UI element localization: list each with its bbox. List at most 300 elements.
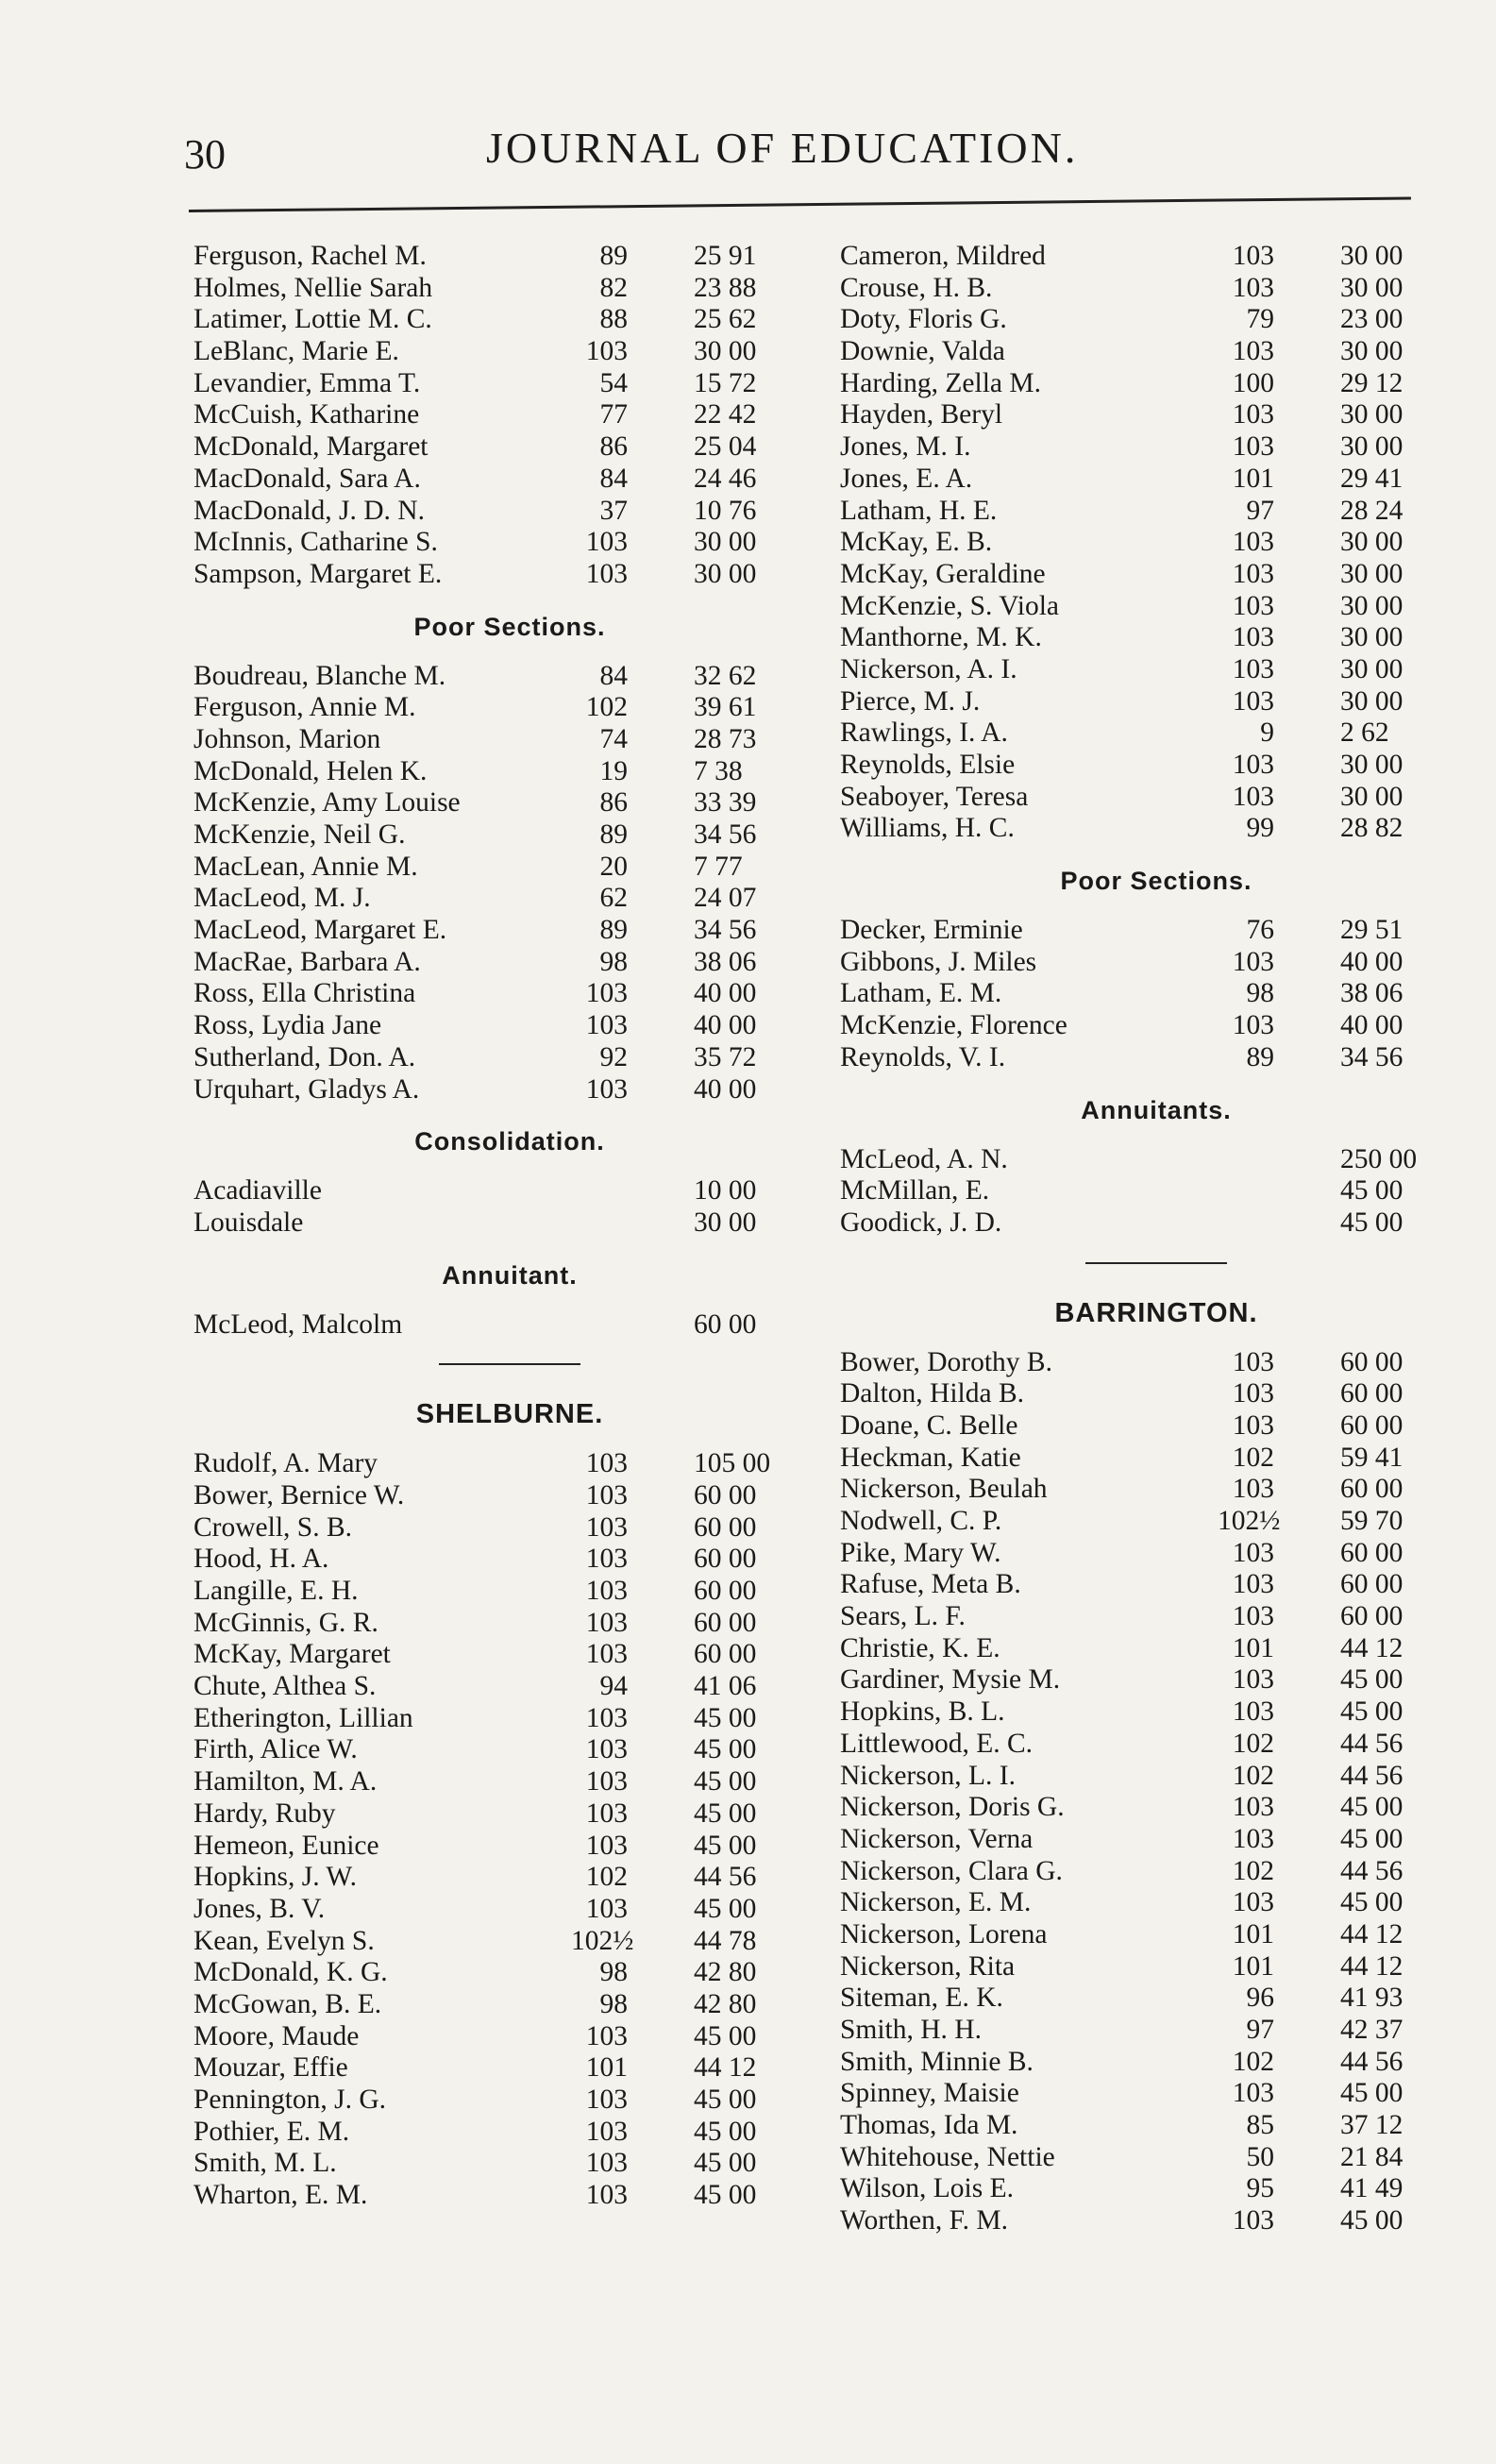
list-entry [193,1831,826,1863]
entry-days: 103 [1232,1601,1274,1632]
entry-amount: 60 00 [1340,1537,1404,1568]
entry-days: 102 [1232,2046,1274,2077]
list-entry [840,1856,1472,1888]
entry-amount: 45 00 [1340,1887,1404,1918]
entry-name: Nickerson, Clara G. [840,1855,1063,1886]
entry-days: 101 [1232,1632,1274,1663]
entry-days: 88 [599,304,628,335]
entry-days: 84 [599,463,628,494]
entry-days: 19 [599,755,628,786]
entry-days: 103 [1232,1409,1274,1441]
list-entry [840,559,1472,591]
entry-amount: 60 00 [1340,1569,1404,1600]
list-entry [840,750,1472,782]
entry-amount: 105 00 [694,1448,771,1479]
left-column [193,241,826,2212]
entry-name: Doane, C. Belle [840,1409,1018,1441]
entry-name: Ferguson, Rachel M. [193,241,427,271]
entry-name: MacRae, Barbara A. [193,946,421,977]
entry-name: Siteman, E. K. [840,1983,1003,2014]
entry-amount: 60 00 [1340,1601,1404,1632]
list-entry [840,464,1472,496]
entry-amount: 45 00 [1340,1696,1404,1728]
entry-days: 103 [585,2148,628,2179]
entry-amount: 45 00 [694,1702,757,1733]
entry-amount: 30 00 [1340,590,1404,621]
entry-name: Spinney, Maisie [840,2078,1019,2109]
entry-days: 102½ [1218,1506,1281,1536]
entry-name: Hemeon, Eunice [193,1830,379,1861]
entry-name: Hardy, Ruby [193,1797,336,1829]
entry-name: Wharton, E. M. [193,2180,368,2211]
entry-name: Nickerson, A. I. [840,653,1017,684]
entry-days: 103 [585,1607,628,1638]
entry-days: 98 [599,1957,628,1988]
list-entry [840,1474,1472,1506]
entry-days: 103 [1232,272,1274,303]
entry-name: Nodwell, C. P. [840,1506,1002,1536]
entry-amount: 22 42 [694,399,757,430]
entry-name: Jones, E. A. [840,463,973,494]
list-entry [840,1919,1472,1951]
entry-amount: 29 12 [1340,367,1404,398]
entry-days: 77 [599,399,628,430]
entry-name: Sears, L. F. [840,1601,966,1632]
entry-name: McKenzie, Neil G. [193,819,406,850]
entry-amount: 38 06 [694,946,757,977]
entry-name: Acadiaville [193,1175,322,1207]
entry-amount: 59 70 [1340,1506,1404,1536]
entry-days: 103 [585,1702,628,1733]
entry-name: Rawlings, I. A. [840,717,1008,749]
entry-amount: 30 00 [694,558,757,589]
entry-days: 103 [585,527,628,558]
entry-amount: 15 72 [694,367,757,398]
list-entry [193,273,826,305]
list-entry [840,1538,1472,1570]
entry-name: Rudolf, A. Mary [193,1448,378,1479]
entry-name: McKenzie, S. Viola [840,590,1059,621]
list-entry [840,1175,1472,1207]
entry-name: Goodick, J. D. [840,1207,1002,1238]
entry-days: 89 [1246,1041,1274,1072]
list-entry [840,431,1472,464]
list-entry [840,527,1472,559]
entry-days: 103 [585,1073,628,1105]
entry-name: Ross, Ella Christina [193,978,416,1009]
entry-name: Hood, H. A. [193,1544,329,1575]
entry-name: McGowan, B. E. [193,1988,382,2019]
entry-days: 101 [585,2052,628,2084]
entry-name: LeBlanc, Marie E. [193,336,399,367]
entry-amount: 44 56 [1340,2046,1404,2077]
list-entry [840,686,1472,718]
entry-name: Langille, E. H. [193,1576,359,1606]
list-entry [193,2021,826,2053]
entry-amount: 28 82 [1340,813,1404,844]
list-entry [840,2205,1472,2237]
list-entry [193,756,826,788]
entry-days: 37 [599,495,628,526]
right-column [840,241,1472,2237]
list-entry [840,304,1472,336]
entry-amount: 7 38 [694,755,743,786]
journal-title: JOURNAL OF EDUCATION. [486,124,1079,172]
entry-days: 102 [1232,1760,1274,1791]
entry-amount: 10 76 [694,495,757,526]
list-entry [840,2173,1472,2205]
entry-amount: 60 00 [694,1576,757,1606]
entry-days: 103 [1232,781,1274,812]
entry-amount: 60 00 [694,1639,757,1670]
list-entry [840,2110,1472,2142]
entry-days: 101 [1232,1918,1274,1949]
entry-days: 103 [1232,590,1274,621]
entry-days: 103 [585,1448,628,1479]
entry-amount: 45 00 [694,1797,757,1829]
entry-name: Williams, H. C. [840,813,1015,844]
entry-days: 95 [1246,2173,1274,2204]
list-entry [193,852,826,884]
entry-days: 103 [585,1734,628,1765]
entry-name: Gardiner, Mysie M. [840,1664,1061,1696]
entry-name: Louisdale [193,1207,304,1238]
entry-amount: 30 00 [1340,750,1404,780]
entry-name: Pothier, E. M. [193,2116,350,2147]
entry-days: 103 [1232,1537,1274,1568]
section-divider [1085,1262,1227,1264]
entry-days: 102½ [571,1925,634,1956]
entry-name: Dalton, Hilda B. [840,1378,1025,1409]
list-entry [193,1894,826,1926]
entry-amount: 30 00 [1340,399,1404,430]
entry-amount: 45 00 [1340,2205,1404,2236]
entry-amount: 2 62 [1340,717,1389,749]
entry-amount: 250 00 [1340,1143,1418,1174]
entry-days: 103 [1232,1010,1274,1041]
entry-amount: 30 00 [1340,527,1404,558]
entry-days: 103 [585,2116,628,2147]
entry-amount: 44 12 [1340,1918,1404,1949]
entry-amount: 40 00 [694,978,757,1009]
list-entry [193,304,826,336]
entry-days: 103 [1232,1474,1274,1505]
entry-days: 97 [1246,2015,1274,2045]
list-entry [840,813,1472,845]
entry-days: 103 [1232,1792,1274,1823]
entry-days: 103 [1232,685,1274,717]
entry-name: Nickerson, Beulah [840,1474,1048,1505]
entry-days: 82 [599,272,628,303]
entry-days: 84 [599,660,628,691]
entry-amount: 23 88 [694,272,757,303]
list-entry [193,819,826,852]
entry-amount: 45 00 [1340,1823,1404,1854]
section-heading: Annuitant. [442,1260,578,1290]
list-entry [193,241,826,273]
entry-name: Latimer, Lottie M. C. [193,304,432,335]
page-header [184,123,1411,189]
list-entry [193,527,826,559]
entry-days: 103 [1232,946,1274,977]
section-heading: Annuitants. [1081,1095,1232,1124]
entry-days: 103 [585,2180,628,2211]
entry-amount: 40 00 [1340,946,1404,977]
list-entry [193,431,826,464]
entry-name: McLeod, A. N. [840,1143,1008,1174]
entry-days: 103 [585,1576,628,1606]
entry-amount: 60 00 [1340,1474,1404,1505]
entry-amount: 41 93 [1340,1983,1404,2014]
entry-days: 103 [585,2084,628,2115]
list-entry [840,591,1472,623]
entry-amount: 25 04 [694,431,757,463]
entry-days: 103 [1232,622,1274,653]
list-entry [193,1766,826,1798]
entry-name: McDonald, K. G. [193,1957,388,1988]
entry-days: 98 [599,1988,628,2019]
list-entry [193,1544,826,1576]
entry-name: Jones, B. V. [193,1893,326,1924]
entry-days: 62 [599,883,628,914]
list-entry [193,1309,826,1342]
list-entry [193,1576,826,1608]
entry-amount: 45 00 [1340,1792,1404,1823]
entry-name: Jones, M. I. [840,431,971,463]
entry-name: Hayden, Beryl [840,399,1003,430]
entry-amount: 21 84 [1340,2141,1404,2172]
list-entry [840,2078,1472,2110]
entry-name: Bower, Dorothy B. [840,1346,1052,1377]
entry-days: 9 [1260,717,1274,749]
entry-days: 103 [1232,241,1274,271]
list-entry [193,1957,826,1989]
list-entry [840,2142,1472,2174]
list-entry [840,2015,1472,2047]
list-entry [193,399,826,431]
entry-amount: 35 72 [694,1041,757,1072]
entry-name: McInnis, Catharine S. [193,527,438,558]
entry-name: Pennington, J. G. [193,2084,387,2115]
entry-name: MacDonald, J. D. N. [193,495,425,526]
entry-name: McKay, Margaret [193,1639,391,1670]
section-heading: Poor Sections. [413,612,606,641]
entry-days: 94 [599,1671,628,1702]
entry-days: 99 [1246,813,1274,844]
entry-name: MacLeod, M. J. [193,883,371,914]
header-rule [189,196,1411,212]
entry-name: Moore, Maude [193,2020,360,2051]
entry-name: Kean, Evelyn S. [193,1925,375,1956]
entry-amount: 30 00 [694,527,757,558]
entry-amount: 60 00 [1340,1378,1404,1409]
entry-name: Reynolds, Elsie [840,750,1016,780]
entry-days: 76 [1246,915,1274,946]
list-entry [193,692,826,724]
entry-name: McGinnis, G. R. [193,1607,378,1638]
entry-days: 92 [599,1041,628,1072]
entry-amount: 44 78 [694,1925,757,1956]
entry-amount: 34 56 [1340,1041,1404,1072]
list-entry [193,724,826,756]
list-entry [193,1989,826,2021]
entry-amount: 30 00 [1340,431,1404,463]
entry-name: Latham, E. M. [840,978,1002,1009]
entry-name: Nickerson, Rita [840,1950,1016,1982]
list-entry [193,661,826,693]
list-entry [193,1448,826,1480]
list-entry [193,368,826,400]
entry-amount: 39 61 [694,692,757,723]
entry-days: 103 [585,1511,628,1543]
section-heading: BARRINGTON. [1054,1297,1258,1328]
list-entry [193,1703,826,1735]
entry-days: 103 [1232,1823,1274,1854]
section-divider [439,1363,580,1365]
entry-days: 103 [1232,653,1274,684]
entry-name: Johnson, Marion [193,723,381,754]
entry-amount: 59 41 [1340,1442,1404,1473]
list-entry [840,1443,1472,1475]
entry-name: Ferguson, Annie M. [193,692,416,723]
entry-name: Nickerson, L. I. [840,1760,1016,1791]
entry-amount: 45 00 [694,1766,757,1797]
entry-name: Wilson, Lois E. [840,2173,1015,2204]
list-entry [840,622,1472,654]
entry-days: 98 [599,946,628,977]
entry-amount: 40 00 [694,1073,757,1105]
entry-name: Pierce, M. J. [840,685,981,717]
entry-amount: 34 56 [694,819,757,850]
entry-amount: 44 12 [694,2052,757,2084]
entry-amount: 44 56 [694,1862,757,1893]
entry-days: 85 [1246,2110,1274,2141]
list-entry [840,1144,1472,1176]
entry-name: Smith, H. H. [840,2015,982,2045]
list-entry [193,496,826,528]
entry-amount: 45 00 [1340,1175,1404,1207]
entry-name: Harding, Zella M. [840,367,1041,398]
entry-name: Hopkins, J. W. [193,1862,357,1893]
section-heading: SHELBURNE. [415,1399,604,1430]
entry-name: Littlewood, E. C. [840,1728,1034,1759]
entry-days: 103 [1232,527,1274,558]
list-entry [840,1042,1472,1074]
entry-amount: 30 00 [694,1207,757,1238]
page-number: 30 [184,131,226,177]
entry-amount: 30 00 [1340,241,1404,271]
entry-days: 103 [1232,2205,1274,2236]
list-entry [840,1761,1472,1793]
entry-amount: 30 00 [1340,781,1404,812]
entry-amount: 60 00 [694,1607,757,1638]
entry-amount: 45 00 [694,1893,757,1924]
entry-name: Nickerson, E. M. [840,1887,1032,1918]
entry-name: MacDonald, Sara A. [193,463,421,494]
entry-name: Downie, Valda [840,336,1005,367]
entry-days: 101 [1232,1950,1274,1982]
list-entry [193,2117,826,2149]
entry-days: 103 [585,1479,628,1510]
entry-amount: 30 00 [1340,336,1404,367]
entry-days: 89 [599,241,628,271]
entry-name: Manthorne, M. K. [840,622,1042,653]
entry-amount: 28 24 [1340,495,1404,526]
entry-name: Firth, Alice W. [193,1734,358,1765]
entry-amount: 30 00 [1340,622,1404,653]
list-entry [840,717,1472,750]
list-entry [840,1792,1472,1824]
entry-amount: 41 49 [1340,2173,1404,2204]
entry-amount: 40 00 [1340,1010,1404,1041]
entry-name: Nickerson, Lorena [840,1918,1048,1949]
entry-name: Thomas, Ida M. [840,2110,1018,2141]
entry-amount: 44 56 [1340,1760,1404,1791]
list-entry [840,1696,1472,1729]
entry-amount: 30 00 [694,336,757,367]
entry-days: 86 [599,431,628,463]
list-entry [840,1951,1472,1983]
entry-amount: 38 06 [1340,978,1404,1009]
entry-name: McKenzie, Florence [840,1010,1067,1041]
entry-name: Etherington, Lillian [193,1702,413,1733]
entry-amount: 30 00 [1340,653,1404,684]
entry-days: 102 [1232,1855,1274,1886]
entry-amount: 45 00 [694,2180,757,2211]
entry-amount: 42 37 [1340,2015,1404,2045]
list-entry [840,1010,1472,1042]
list-entry [193,978,826,1010]
list-entry [193,336,826,368]
list-entry [193,1042,826,1074]
entry-name: McCuish, Katharine [193,399,420,430]
entry-amount: 30 00 [1340,272,1404,303]
list-entry [193,1175,826,1207]
list-entry [193,1010,826,1042]
entry-amount: 45 00 [694,2084,757,2115]
entry-amount: 44 12 [1340,1950,1404,1982]
entry-amount: 33 39 [694,787,757,819]
entry-days: 103 [585,1639,628,1670]
list-entry [193,947,826,979]
list-entry [193,915,826,947]
entry-name: Holmes, Nellie Sarah [193,272,433,303]
list-entry [193,2148,826,2180]
entry-days: 100 [1232,367,1274,398]
entry-days: 86 [599,787,628,819]
entry-name: Heckman, Katie [840,1442,1021,1473]
entry-amount: 42 80 [694,1988,757,2019]
entry-amount: 45 00 [694,1830,757,1861]
entry-days: 103 [585,1797,628,1829]
list-entry [193,1512,826,1544]
entry-amount: 42 80 [694,1957,757,1988]
entry-name: MacLean, Annie M. [193,851,418,882]
entry-amount: 24 07 [694,883,757,914]
entry-days: 103 [585,1010,628,1041]
entry-amount: 40 00 [694,1010,757,1041]
entry-days: 96 [1246,1983,1274,2014]
list-entry [840,1824,1472,1856]
list-entry [840,368,1472,400]
entry-days: 102 [1232,1728,1274,1759]
entry-days: 79 [1246,304,1274,335]
list-entry [193,883,826,915]
list-entry [840,241,1472,273]
list-entry [840,273,1472,305]
entry-amount: 7 77 [694,851,743,882]
entry-amount: 44 12 [1340,1632,1404,1663]
